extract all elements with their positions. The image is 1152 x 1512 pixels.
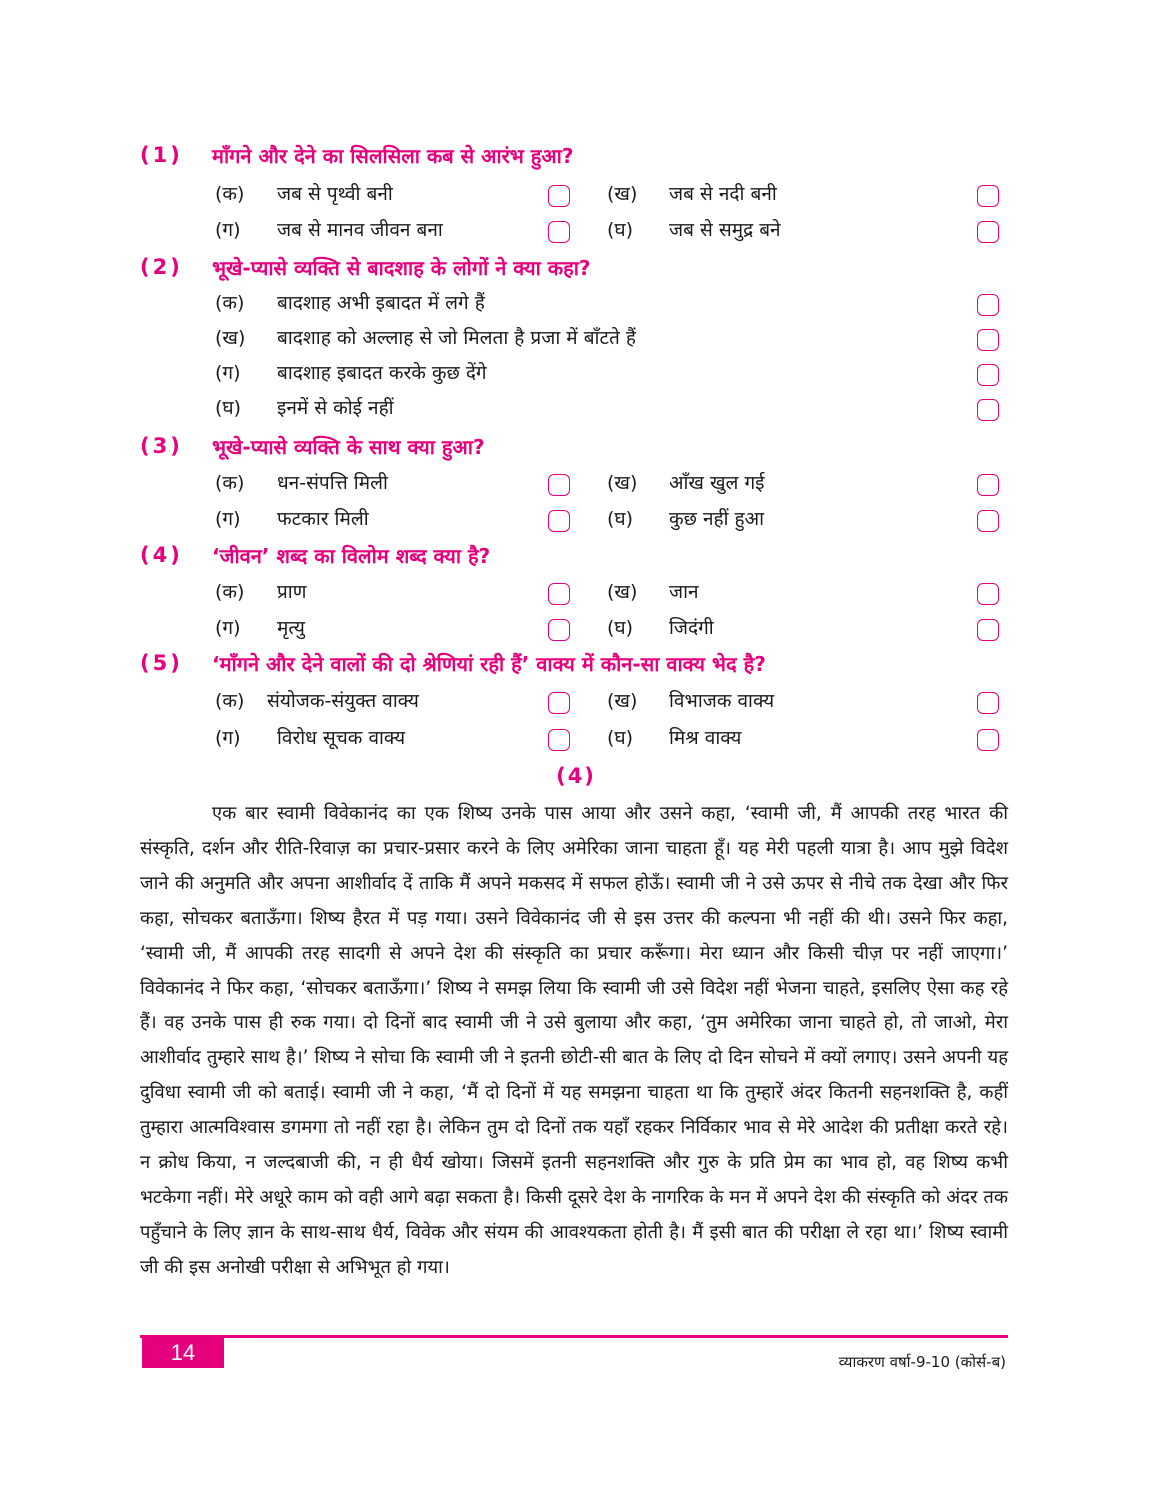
book-title: व्याकरण वर्षा-9-10 (कोर्स-ब): [838, 1353, 1006, 1371]
option-text: संयोजक-संयुक्त वाक्य: [267, 690, 419, 712]
question-number: (5): [140, 651, 183, 675]
answer-checkbox[interactable]: [977, 583, 999, 605]
question-4: [140, 537, 490, 573]
question-text: माँगने और देने का सिलसिला कब से आरंभ हुआ?: [212, 143, 574, 168]
question-1: [140, 137, 573, 173]
answer-checkbox[interactable]: [977, 294, 999, 316]
question-text: भूखे-प्यासे व्यक्ति के साथ क्या हुआ?: [212, 434, 485, 459]
option-label: (ख): [607, 472, 638, 494]
answer-checkbox[interactable]: [548, 692, 570, 714]
option-text: फटकार मिली: [277, 508, 369, 530]
answer-checkbox[interactable]: [548, 221, 570, 243]
answer-checkbox[interactable]: [977, 364, 999, 386]
page-number: 14: [142, 1338, 224, 1368]
answer-checkbox[interactable]: [977, 729, 999, 751]
option-label: (घ): [607, 617, 634, 639]
option-label: (ख): [215, 327, 246, 349]
option-label: (ग): [215, 727, 241, 749]
option: [215, 465, 388, 499]
option: [215, 212, 443, 246]
answer-checkbox[interactable]: [977, 221, 999, 243]
option: [215, 176, 393, 210]
option-label: (घ): [607, 219, 634, 241]
option-text: जान: [669, 581, 699, 603]
option-text: जब से मानव जीवन बना: [277, 219, 443, 241]
option-label: (क): [215, 472, 245, 494]
question-2: [140, 249, 591, 285]
option-text: धन-संपत्ति मिली: [277, 472, 388, 494]
option: [215, 720, 405, 754]
question-number: (3): [140, 434, 183, 458]
option: [607, 501, 764, 535]
option-label: (ख): [607, 581, 638, 603]
option-label: (ख): [607, 183, 638, 205]
answer-checkbox[interactable]: [977, 692, 999, 714]
answer-checkbox[interactable]: [977, 474, 999, 496]
option-text: प्राण: [277, 581, 307, 603]
question-text: भूखे-प्यासे व्यक्ति से बादशाह के लोगों ने क्या कहा?: [212, 255, 591, 280]
answer-checkbox[interactable]: [548, 510, 570, 532]
answer-checkbox[interactable]: [548, 474, 570, 496]
option: [607, 720, 741, 754]
option: [215, 285, 485, 319]
question-3: [140, 428, 485, 464]
answer-checkbox[interactable]: [548, 729, 570, 751]
option-text: कुछ नहीं हुआ: [669, 508, 765, 530]
option-text: विरोध सूचक वाक्य: [277, 727, 406, 749]
option-label: (ग): [215, 508, 241, 530]
reading-passage: एक बार स्वामी विवेकानंद का एक शिष्य उनके पास आया और उसने कहा, ‘स्वामी जी, मैं आपकी तरह भारत की संस्कृति, दर्शन और रीति-रिवाज़ का प्रचार-प्रसार करने के लिए अमेरिका जाना चाहता हूँ। यह मेरी पहली यात्रा है। आप मुझे विदेश जाने की अनुमति और अपना आशीर्वाद दें ताकि मैं अपने मकसद में सफल होऊँ। स्वामी जी ने उसे ऊपर से नीचे तक देखा और फिर कहा, सोचकर बताऊँगा। शिष्य हैरत में पड़ गया। उसने विवेकानंद जी से इस उत्तर की कल्पना भी नहीं की थी। उसने फिर कहा, ‘स्वामी जी, मैं आपकी तरह सादगी से अपने देश की संस्कृति का प्रचार करूँगा। मेरा ध्यान और किसी चीज़ पर नहीं जाएगा।’ विवेकानंद ने फिर कहा, ‘सोचकर बताऊँगा।’ शिष्य ने समझ लिया कि स्वामी जी उसे विदेश नहीं भेजना चाहते, इसलिए ऐसा कह रहे हैं। वह उनके पास ही रुक गया। दो दिनों बाद स्वामी जी ने उसे बुलाया और कहा, ‘तुम अमेरिका जाना चाहते हो, तो जाओ, मेरा आशीर्वाद तुम्हारे साथ है।’ शिष्य ने सोचा कि स्वामी जी ने इतनी छोटी-सी बात के लिए दो दिन सोचने में क्यों लगाए। उसने अपनी यह दुविधा स्वामी जी को बताई। स्वामी जी ने कहा, ‘मैं दो दिनों में यह समझना चाहता था कि तुम्हारें अंदर कितनी सहनशक्ति है, कहीं तुम्हारा आत्मविश्वास डगमगा तो नहीं रहा है। लेकिन तुम दो दिनों तक यहाँ रहकर निर्विकार भाव से मेरे आदेश की प्रतीक्षा करते रहे। न क्रोध किया, न जल्दबाजी की, न ही धैर्य खोया। जिसमें इतनी सहनशक्ति और गुरु के प्रति प्रेम का भाव हो, वह शिष्य कभी भटकेगा नहीं। मेरे अधूरे काम को वही आगे बढ़ा सकता है। किसी दूसरे देश के नागरिक के मन में अपने देश की संस्कृति को अंदर तक पहुँचाने के लिए ज्ञान के साथ-साथ धैर्य, विवेक और संयम की आवश्यकता होती है। मैं इसी बात की परीक्षा ले रहा था।’ शिष्य स्वामी जी की इस अनोखी परीक्षा से अभिभूत हो गया।: [140, 803, 1008, 1278]
option: [607, 212, 781, 246]
question-number: (1): [140, 143, 183, 167]
option-text: बादशाह को अल्लाह से जो मिलता है प्रजा में बाँटते हैं: [277, 327, 637, 349]
option-text: जिदंगी: [669, 617, 714, 639]
option: [607, 683, 774, 717]
answer-checkbox[interactable]: [548, 185, 570, 207]
option-text: जब से पृथ्वी बनी: [277, 183, 393, 205]
option-label: (क): [215, 581, 245, 603]
answer-checkbox[interactable]: [977, 619, 999, 641]
option-label: (घ): [607, 727, 634, 749]
option-text: मृत्यु: [277, 617, 305, 639]
option: [607, 465, 765, 499]
option: [215, 320, 636, 354]
option-label: (क): [215, 183, 245, 205]
option: [215, 501, 369, 535]
option: [215, 610, 305, 644]
option-label: (ग): [215, 362, 241, 384]
option-text: बादशाह अभी इबादत में लगे हैं: [277, 292, 485, 314]
option-label: (ग): [215, 617, 241, 639]
option-text: जब से समुद्र बने: [669, 219, 781, 241]
answer-checkbox[interactable]: [977, 399, 999, 421]
answer-checkbox[interactable]: [977, 510, 999, 532]
section-marker: (4): [556, 764, 596, 788]
option: [215, 390, 394, 424]
option-text: जब से नदी बनी: [669, 183, 777, 205]
question-5: [140, 645, 766, 681]
option-label: (क): [215, 292, 245, 314]
answer-checkbox[interactable]: [977, 185, 999, 207]
option-label: (ख): [607, 690, 638, 712]
option-text: बादशाह इबादत करके कुछ देंगे: [277, 362, 487, 384]
answer-checkbox[interactable]: [548, 619, 570, 641]
option: [607, 176, 777, 210]
question-number: (4): [140, 543, 183, 567]
option: [607, 610, 714, 644]
question-number: (2): [140, 255, 183, 279]
option-text: इनमें से कोई नहीं: [277, 397, 394, 419]
answer-checkbox[interactable]: [977, 329, 999, 351]
option-label: (घ): [215, 397, 242, 419]
option: [215, 683, 419, 717]
option-label: (घ): [607, 508, 634, 530]
option-label: (क): [215, 690, 245, 712]
footer-divider: [140, 1335, 1008, 1338]
option-label: (ग): [215, 219, 241, 241]
option-text: मिश्र वाक्य: [669, 727, 742, 749]
option-text: विभाजक वाक्य: [669, 690, 775, 712]
answer-checkbox[interactable]: [548, 583, 570, 605]
question-text: ‘माँगने और देने वालों की दो श्रेणियां रही हैं’ वाक्य में कौन-सा वाक्य भेद है?: [212, 651, 766, 676]
option: [215, 355, 487, 389]
question-text: ‘जीवन’ शब्द का विलोम शब्द क्या है?: [212, 543, 491, 568]
option-text: आँख खुल गई: [669, 472, 765, 494]
option: [215, 574, 306, 608]
option: [607, 574, 699, 608]
